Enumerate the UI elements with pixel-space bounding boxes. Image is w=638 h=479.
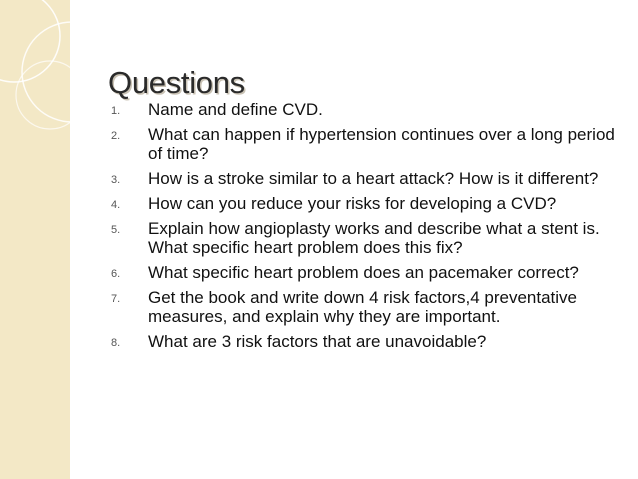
question-number: 7. bbox=[111, 293, 121, 305]
question-text: Explain how angioplasty works and describe what a stent is. What specific heart problem does this fix? bbox=[148, 219, 600, 257]
question-item bbox=[108, 125, 618, 163]
question-number: 2. bbox=[111, 130, 121, 142]
question-item bbox=[108, 288, 618, 326]
question-number: 8. bbox=[111, 337, 121, 349]
question-number: 3. bbox=[111, 174, 121, 186]
question-item bbox=[108, 100, 618, 119]
question-item bbox=[108, 219, 618, 257]
question-text: What specific heart problem does an pacemaker correct? bbox=[148, 263, 579, 282]
question-item bbox=[108, 194, 618, 213]
question-number: 6. bbox=[111, 268, 121, 280]
question-item bbox=[108, 263, 618, 282]
question-text: How can you reduce your risks for developing a CVD? bbox=[148, 194, 557, 213]
question-text: Name and define CVD. bbox=[148, 100, 323, 119]
question-text: What can happen if hypertension continues over a long period of time? bbox=[148, 125, 615, 163]
slide-title: Questions bbox=[108, 64, 245, 100]
question-text: How is a stroke similar to a heart attack? How is it different? bbox=[148, 169, 599, 188]
question-text: Get the book and write down 4 risk factors,4 preventative measures, and explain why they are important. bbox=[148, 288, 578, 326]
question-item bbox=[108, 169, 618, 188]
question-number: 5. bbox=[111, 224, 121, 236]
question-number: 1. bbox=[111, 105, 121, 117]
question-list bbox=[108, 100, 618, 357]
question-number: 4. bbox=[111, 199, 121, 211]
question-text: What are 3 risk factors that are unavoidable? bbox=[148, 332, 487, 351]
question-item bbox=[108, 332, 618, 351]
